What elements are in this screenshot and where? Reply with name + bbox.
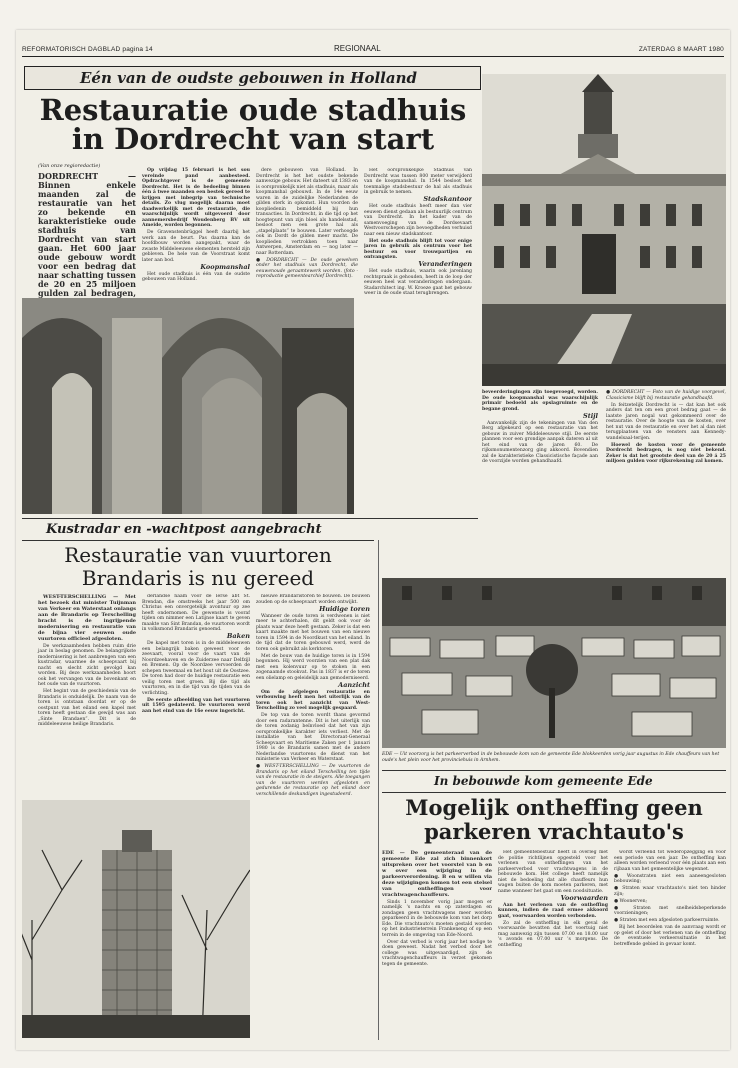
story3-headline [382,796,726,843]
story1-col2-p2: De Gravenstenbrüggel heeft daarbij het werk aan de beurt. Pas daarna kan de hoofdbouw worden aangepakt, waar de zwaste Middeleeuwse elementen hersteld zijn gebleven. De hele van de Voorstraat komt later aan bod. [142,230,250,263]
header-right: ZATERDAG 8 MAART 1980 [638,46,724,53]
story1-col5-bold: beveerderingingen zijn toegevoegd, worden. De oude koopmanshal was waarschijnlijk primair bedoeld als opslagruimte en de begane grond. [482,390,598,412]
story3-col3-list-item: ● Straten waar vrachtauto's niet ten hinder zijn; [614,886,726,897]
story1-col4-p3: Het oude stadhuis, waarin ook jarenlang rechtspraak is gehouden, heeft in de loop der eeuwen heel wat veranderingen ondergaan. Stadarchitect ing. W. Kroeze gaat het gebouw weer in de oude staat terugbrengen. [364,269,472,296]
story1-col4-sub2: Veranderingen [418,260,472,268]
story3-kicker: In bebouwde kom gemeente Ede [434,774,653,788]
story1-col4-bold: Het oude stadhuis blijft tot voor enige jaren in gebruik als centrum voor het bestuur en voor trouwpartijen en ontvangsten. [364,238,472,260]
story1-col3-p1: dere gebouwen van Holland. In Dordrecht is het het oudste bekende aanwezige gebouw. Het dateert uit 1383 en is oorspronkelijk niet als stadhuis, maar als koopmanshal gebouwd. In de 14e eeuw waren in de zuidelijke Nederlanden de gilden sterk in opkomst. Hun voorden de koopliedenin bemiddeld bij hun transacties. In Dordrecht, in die tijd op het hoogtepunt van zijn bloei als handelsstad, besloot men een grote hal als „stapelplaats” te bouwen. Later verhoogde ook in Dordt de gilden meer macht. De kooplieden vertrokken toen naar Antwerpen, Amsterdam en — nog later — naar Rotterdam. [256,168,358,256]
story2-col3-caption: ● WEST-TERSCHELLING — De vuurtoren de Brandaris op het eiland Terschelling ten tijde van de restauratie in de steigers. Alle toegangen van de vuurtoren werden afgesloten en gedurende de restauratie op het eiland door verschillende deskundigen ingestudeerd. [256,764,370,797]
story1-col4-p2: Het oude stadhuis heeft meer dan vier eeuwen dienst gedaan als bestuurlijk centrum van Dordrecht. In het kader van de samenvoeging van de Dordsevaart Westvoorschepen zijn bevoegdheden verhuisd naar een nieuw stadskantoor. [364,204,472,237]
story2-col3-p4: De top van de toren wordt thans gevormd door een radarantenne. Dit is het uiterlijk van de toren zodanig beïnvloed dat het van zijn oorspronkelijke karakter iets verliest. Met de installatie van het Directoraat-Generaal Scheepvaart en Maritieme Zaken per 1 januari 1980 is de Brandaris samen met de andere Nederlandse vuurtorens de dienst van het ministerie van Verkeer en Waterstaat. [256,713,370,762]
story1-col2-p3: Het oude stadhuis is één van de oudste gebouwen van Holland. [142,271,250,282]
story1-col4-p1: Het oorspronkelijke Stadhuis van Dordrecht was tussen 800 meter verwijderd van de koopmanshal. In 1544 besloot het toenmalige stadsbestuur de hal als stadhuis in gebruik te nemen. [364,168,472,195]
story3-col2-sub: Voorwaarden [560,893,608,902]
story1-col5 [482,390,598,466]
story1-photo-caption: ● DORDRECHT — Foto van de huidige voorgevel, Classicisme blijft bij restauratie gehandhaafd. [606,390,726,401]
parking-photo [382,578,726,748]
vaults-photo-svg [22,298,354,514]
story1-col6-p1: In feitzetelijk Dordrecht is — dat kan het ook anders dat ten om een groot bedrag gaat — de laatste jaren nogal wat gekommeerd over de restauratie. Over de hoogte van de kosten, over het nut van de restauratie en over het al dan niet terugplaatsen van de vensters aan Kennedy-wandelsaal-terijen. [606,402,726,441]
story3-col3-list-item: ● Straten met snelheidsbeperkende voorzieningen; [614,905,726,916]
story1-col3 [256,168,358,281]
story2-col2-bold: De eerste afbeelding van het vuurtoren uit 1595 gedateerd. De vuurtoren werd aan het eind van de 16e eeuw ingericht. [142,697,250,714]
story1-divider [22,518,478,519]
story1-col4 [364,168,472,506]
story1-kicker: Eén van de oudste gebouwen in Holland [80,69,417,87]
story2-col2-p2: De kapel met toren is in de middeleeuwen een belangrijk baken geweest voor de zeevaart, vooral voor de vaart van de Noordzeehaven en de Zuiderzee naar Delfzijl en Bremen. Op de Noordzee vervoerden de schepen tweemaal en het hout uit de Oostzee. De toren had door de huidige restauratie een veilig toren met groen. Bij die tijd als vuurtoren, en in die tijd van de tijden van de verlichting. [142,641,250,696]
story3-col1 [382,850,492,1044]
story1-col5-sub: Stijl [583,411,598,420]
story2-headline [22,544,374,590]
story3-col2-bold: Aan het verlenen van de ontheffing kunnen, indien de raad ermee akkoord gaat, voorwaarden worden verbonden. [498,902,608,919]
story2-col3 [256,594,370,1004]
story1-headline-line2: in Dordrecht van start [71,122,435,156]
lighthouse-photo-svg [22,800,250,1038]
story2-lead: WEST-TERSCHELLING — Met het bezoek dat minister Tuijnman van Verkeer en Waterstaat onlangs aan de Brandaris op Terschelling bracht is de ingrijpende modernisering en restauratie van de bijna vier eeuwen oude vuurtoren officieel afgesloten. [38,594,136,642]
header-center: REGIONAAL [334,44,381,53]
story2-col3-p3: Met de bouw van de huidige toren is in 1594 begonnen. Hij werd voorzien van een plat dak met een kolenvuur op te stoken in een zogenaamde stookvat. Pas in 1837 is er de toren een olielamp en geleidelijk aan gemoderniseerd. [256,653,370,681]
story3-col3-list-item: ● Straten met een afgesloten parkeerruimte. [614,918,720,923]
story3-rule-bottom [382,792,726,793]
townhall-photo-svg [482,74,726,386]
story3-col3 [614,850,726,1044]
vaults-photo [22,298,354,514]
story1-col2-p1: Op vrijdag 15 februari is het sou vereinde pand aanbesteed. Opdrachtgever is de gemeente Dordrecht. Het is de bedoeling binnen één á twee maanden een bestek gereed te krijgen met inbegrip van technische details. Zo vlug mogelijk daarna moet daadwerkelijk met de restauratie, die waarschijnlijk wordt uitgevoerd door aannemersbedrijf Woudenberg BV uit Ameide, worden begonnen. [142,168,250,228]
townhall-photo [482,74,726,386]
story3-col2 [498,850,608,1044]
story2-col3-sub: Huidige toren [319,604,370,613]
story2-col3-bold: Om de afgelegen restauratie en verbouwing heeft men het uiterlijk van de toren ook het aanzicht van West-Terschelling zo veel mogelijk gespaard. [256,689,370,711]
story1-col5-p1: Aanvankelijk zijn de tekeningen van Van den Berg afgekeurd op een restauratie van het gebouw in zuiver Middeleeuwse stijl. De eerste plannen voor een grondige aanpak dateren al uit het eind van de jaren 60. De rijksmonumentenzorg ging akkoord. Bovendien zal de karakteristieke Classicistische façade aan de voorzijde worden gehandhaafd. [482,420,598,464]
story2-col1-p1: De werkzaamheden hebben ruim drie jaar in beslag genomen. De belangrijkste modernisering is het aanbrengen van een kustradar, waarmee de scheepvaart bij nacht en slecht zicht gevolgd kan worden. Bij deze werkzaamheden hoort ook het vervangen van de bovenkant en het oude van de vuurtoren. [38,643,136,687]
story1-kicker-box [24,66,481,90]
story1-col2-sub: Koopmanshal [200,262,250,271]
story3-col1-p2: Over dat verbod is vorig jaar het nodige te doen geweest. Nadat het verbod door het college was uitgevaardigd, zijn de vrachtwagenchauffeurs in verzet gekomen tegen de gemeente. [382,939,492,967]
story3-col3-p1: wordt verleend tot wederopzegging en voor een periode van een jaar. De ontheffing kan alleen worden verleend voor één plaats aan een rijbaan van het gemeentelijke wegennet. [614,850,726,872]
story3-col3-p2: Bij het beoordelen van de aanvraag wordt er op gelet of door het verlenen van de ontheffing de eventuele verkeerssituatie in het betreffende gebied in gevaar komt. [614,925,726,947]
story3-col2-p2: Zo zal de ontheffing in elk geval de voorwaarde bevatten dat het voertuig niet mag aanwezig zijn tussen 07.00 en 18.00 uur 's avonds en 07.00 uur 's morgens. De ontheffing [498,920,608,948]
story2-kicker-rule [22,540,374,541]
story2-col2 [142,594,250,794]
story3-rule-top [382,770,726,771]
story1-col3-caption: ● DORDRECHT — De oude gewelven onder het stadhuis van Dordrecht, die eeuwenoude geraamtewerk worden. (foto - reproductie gemeentearchief Dordrecht). [256,257,358,279]
story2-col2-sub: Baken [226,632,250,640]
story3-col1-p1: Sinds 1 november vorig jaar mogen er namelijk 's nachts en op zaterdagen en zondagen geen vrachtwagens meer worden geparkeerd in de bebouwde kom van het dorp Ede. Die vrachtauto's moeten gestald worden op het industrieterrein Frankeneng of op een terrein in de omgeving van Ede-Noord. [382,899,492,938]
story2-headline-line2: Brandaris is nu gereed [81,566,315,590]
newspaper-page [16,30,730,1050]
header-rule [22,56,724,57]
story1-col6 [606,390,726,466]
story1-byline: (Van onze regioredactie) [38,163,101,169]
story1-headline-line1: Restauratie oude stadhuis [39,93,467,127]
story2-kicker: Kustradar en -wachtpost aangebracht [46,522,322,537]
story2-col1-p2: Het begint van de geschiedenis van de Brandaris is onduidelijk. De naam van de toren is ontstaan doordat er op de oostpunt van het eiland een kapel met toren heeft gestaan die gewijd was aan „Sinte Brandaen”. Dit is de middeleeuwse heilige Brandaris. [38,689,136,727]
lighthouse-photo [22,800,250,1038]
story3-headline-line1: Mogelijk ontheffing geen [405,795,703,820]
story3-col3-list-item: ● Woonerven; [614,898,648,904]
story2-col3-p1: nieuwe Brandaristoren te bouwen. De bouwen zouden op de scheepvaart worden ontwijkt. [256,594,370,605]
story3-col2-p1: Het gemeentebestuur heeft in overleg met de politie richtlijnen opgesteld voor het verlenen van ontheffingen van het parkeerverbod voor vrachtwagens in de bebouwde kom. Het college heeft namelijk niet de bedoeling dat alle chauffeurs hun wagen buiten de kom moeten parkeren, met name wanneer het gaat om een noodsituatie. [498,850,608,894]
story1-lead: DORDRECHT — Binnen enkele maanden zal de restauratie van het zo bekende en karakteristieke oude stadhuis van Dordrecht van start gaan. Het 600 jaar oude gebouw wordt voor een bedrag dat naar schatting tussen de 20 en 25 miljoen gulden zal bedragen, [38,171,136,298]
story2-col1 [38,594,136,729]
parking-photo-svg [382,578,726,748]
parking-caption: EDE — Uit voorzorg is het parkeerverbod in de bebouwde kom van de gemeente Ede blokkeerden vorig jaar augustus in Ede chauffeurs van het oude's het plein voor het provinciehuis in Arnhem. [382,752,720,763]
column-separator [378,540,379,1040]
story3-col1-lead: EDE — De gemeenteraad van de gemeente Ede zal zich binnenkort uitspreken over het voorstel van b en w over een wijziging in de parkeerverordening. B en w willen via deze wijzigingen komen tot een stelsel van ontheffingen voor vrachtwagenchauffeurs. [382,850,492,898]
story2-headline-line1: Restauratie van vuurtoren [64,543,332,567]
story1-col4-sub: Stadskantoor [423,195,472,203]
header-left: REFORMATORISCH DAGBLAD pagina 14 [22,46,153,53]
story3-col3-list-item: ● Woonstraten niet een aaneengesloten bebouwing; [614,873,726,884]
story2-col3-p2: Wanneer de oude toren is verdwenen is niet meer te achterhalen, dit geldt ook voor de plaats waar deze heeft gestaan. Zeker is dat een kaart maakte met het bouwen van een nieuwe toren in 1594 in de Noordkust van het eiland. In de tijd dat de toren gebouwd werd, werd de toren ook gebruikt als kerktoren. [256,613,370,652]
story3-headline-line2: parkeren vrachtauto's [424,818,684,844]
story1-col2 [142,168,250,284]
story1-headline [22,93,484,156]
story1-col6-bold: Hoewel de kosten voor de gemeente Dordrecht bedragen, is nog niet bekend. Zeker is dat het grootste deel van de 20 á 25 miljoen gulden voor rijksrekening zal komen. [606,442,726,464]
story2-col2-p1: derlandse naam voor de Ierse abt St. Brendan, die omstreeks het jaar 500 om Christus een onvergetelijk avontuur op zee heeft ondernomen. De gewenste is vooraf tijden om nimmer een Latijnse kaart te geven maakte van Sint Brandan, de vuurtoren wordt in volksmond Brandaris genoemd. [142,594,250,632]
story2-col3-sub2: Aanzicht [338,680,370,689]
